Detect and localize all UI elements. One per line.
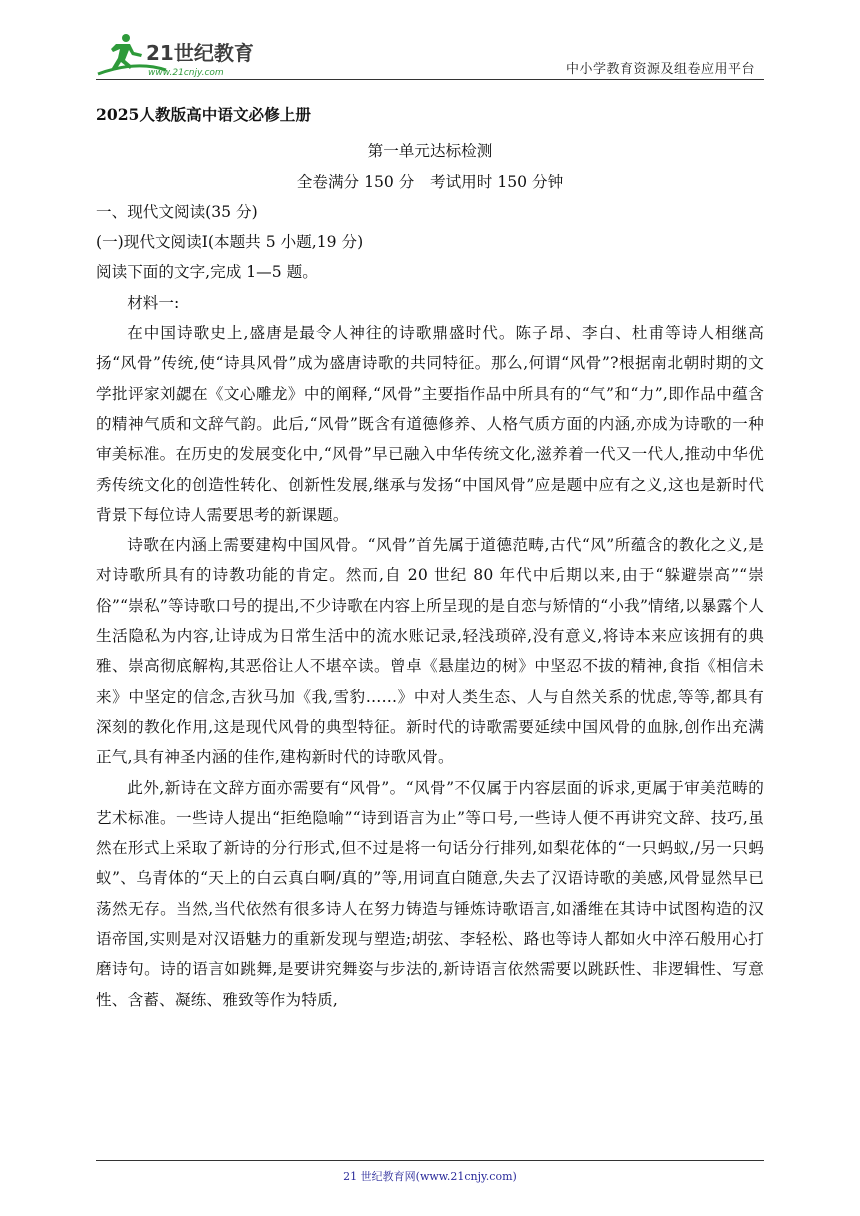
footer-text[interactable]: 21 世纪教育网(www.21cnjy.com) bbox=[343, 1170, 517, 1183]
logo-url: www.21cnjy.com bbox=[148, 68, 224, 78]
subsection-heading: (一)现代文阅读Ⅰ(本题共 5 小题,19 分) bbox=[96, 233, 364, 252]
header-divider bbox=[96, 79, 764, 80]
paragraph: 此外,新诗在文辞方面亦需要有“风骨”。“风骨”不仅属于内容层面的诉求,更属于审美范畴的艺术标准。一些诗人提出“拒绝隐喻”“诗到语言为止”等口号,一些诗人便不再讲究文辞、技巧,虽然在形式上采取了新诗的分行形式,但不过是将一句话分行排列,如梨花体的“一只蚂蚁,/另一只蚂蚁”、乌青体的“天上的白云真白啊/真的”等,用词直白随意,失去了汉语诗歌的美感,风骨显然早已荡然无存。当然,当代依然有很多诗人在努力铸造与锤炼诗歌语言,如潘维在其诗中试图构造的汉语帝国,实则是对汉语魅力的重新发现与塑造;胡弦、李轻松、路也等诗人都如火中淬石般用心打磨诗句。诗的语言如跳舞,是要讲究舞姿与步法的,新诗语言依然需要以跳跃性、非逻辑性、写意性、含蓄、凝练、雅致等作为特质, bbox=[96, 778, 764, 1009]
instruction: 阅读下面的文字,完成 1—5 题。 bbox=[96, 263, 318, 282]
exam-meta: 全卷满分 150 分 考试用时 150 分钟 bbox=[296, 172, 564, 191]
platform-label: 中小学教育资源及组卷应用平台 bbox=[565, 62, 755, 77]
logo-text: 21世纪教育 bbox=[146, 41, 254, 65]
document-body bbox=[96, 100, 764, 1015]
footer-divider bbox=[96, 1160, 764, 1161]
paragraph: 在中国诗歌史上,盛唐是最令人神往的诗歌鼎盛时代。陈子昂、李白、杜甫等诗人相继高扬“风骨”传统,使“诗具风骨”成为盛唐诗歌的共同特征。那么,何谓“风骨”?根据南北朝时期的文学批评家刘勰在《文心雕龙》中的阐释,“风骨”主要指作品中所具有的“气”和“力”,即作品中蕴含的精神气质和文辞气韵。此后,“风骨”既含有道德修养、人格气质方面的内涵,亦成为诗歌的一种审美标准。在历史的发展变化中,“风骨”早已融入中华传统文化,滋养着一代又一代人,推动中华优秀传统文化的创造性转化、创新性发展,继承与发扬“中国风骨”应是题中应有之义,这也是新时代背景下每位诗人需要思考的新课题。 bbox=[96, 324, 764, 524]
document-title: 2025人教版高中语文必修上册 bbox=[96, 105, 311, 124]
unit-title: 第一单元达标检测 bbox=[367, 142, 493, 161]
paragraph: 诗歌在内涵上需要建构中国风骨。“风骨”首先属于道德范畴,古代“风”所蕴含的教化之义,是对诗歌所具有的诗教功能的肯定。然而,自 20 世纪 80 年代中后期以来,由于“躲避崇高”“崇俗”“崇私”等诗歌口号的提出,不少诗歌在内容上所呈现的是自恋与矫情的“小我”情绪,以暴露个人生活隐私为内容,让诗成为日常生活中的流水账记录,轻浅琐碎,没有意义,将诗本来应该拥有的典雅、崇高彻底解构,其恶俗让人不堪卒读。曾卓《悬崖边的树》中坚忍不拔的精神,食指《相信未来》中坚定的信念,吉狄马加《我,雪豹……》中对人类生态、人与自然关系的忧虑,等等,都具有深刻的教化作用,这是现代风骨的典型特征。新时代的诗歌需要延续中国风骨的血脉,创作出充满正气,具有神圣内涵的佳作,建构新时代的诗歌风骨。 bbox=[96, 536, 764, 767]
site-logo bbox=[96, 30, 266, 80]
page-header bbox=[0, 0, 860, 84]
section-heading: 一、现代文阅读(35 分) bbox=[96, 202, 258, 221]
material-label: 材料一: bbox=[127, 293, 180, 312]
